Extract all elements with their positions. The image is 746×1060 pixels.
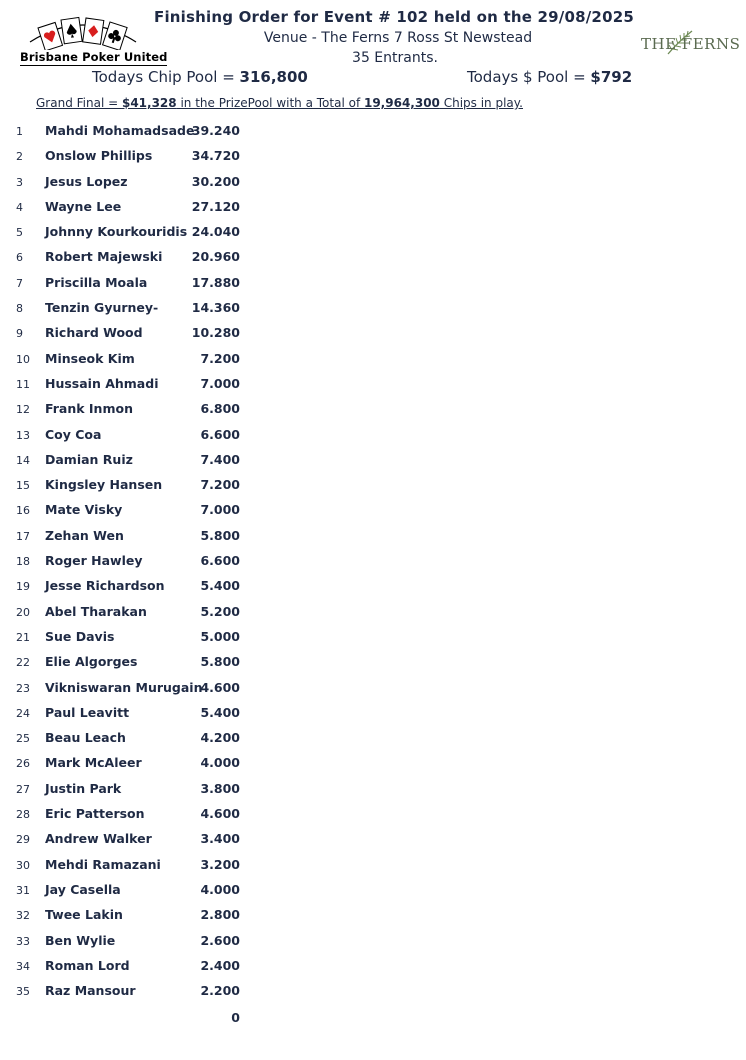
player-chips: 2.600 (200, 932, 240, 948)
dollar-pool (467, 68, 632, 86)
result-position: 16 (16, 504, 30, 518)
result-row (0, 144, 260, 169)
result-row (0, 473, 260, 498)
player-chips: 5.000 (200, 628, 240, 644)
player-name: Sue Davis (45, 628, 115, 644)
result-position: 19 (16, 580, 30, 594)
result-position: 15 (16, 479, 30, 493)
grand-final-chips: 19,964,300 (363, 96, 440, 110)
player-name: Johnny Kourkouridis (45, 224, 188, 240)
result-position: 35 (16, 985, 30, 999)
result-position: 9 (16, 327, 23, 341)
player-name: Mehdi Ramazani (45, 856, 161, 872)
player-chips: 24.040 (191, 224, 240, 240)
player-name: Kingsley Hansen (45, 477, 163, 493)
player-chips: 5.400 (200, 704, 240, 720)
result-row (0, 119, 260, 144)
result-position: 17 (16, 529, 30, 543)
result-row (0, 423, 260, 448)
result-row (0, 676, 260, 701)
player-chips: 7.200 (200, 350, 240, 366)
result-position: 32 (16, 909, 30, 923)
result-row (0, 650, 260, 675)
player-chips: 30.200 (191, 173, 240, 189)
result-row (0, 903, 260, 928)
player-chips: 5.400 (200, 578, 240, 594)
player-chips: 5.200 (200, 603, 240, 619)
result-row (0, 625, 260, 650)
result-position: 5 (16, 226, 23, 240)
player-chips: 6.600 (200, 553, 240, 569)
player-chips: 5.800 (200, 654, 240, 670)
chip-pool-label: Todays Chip Pool = (92, 68, 240, 86)
player-name: Andrew Walker (45, 831, 152, 847)
chip-pool-value: 316,800 (239, 68, 308, 86)
result-row (0, 802, 260, 827)
result-row (0, 220, 260, 245)
player-name: Eric Patterson (45, 806, 145, 822)
player-name: Paul Leavitt (45, 704, 130, 720)
player-chips: 20.960 (191, 249, 240, 265)
result-position: 6 (16, 251, 23, 265)
player-chips: 3.800 (200, 780, 240, 796)
result-row (0, 245, 260, 270)
player-name: Jesus Lopez (45, 173, 128, 189)
entrants-count: 35 Entrants. (352, 50, 438, 66)
player-name: Minseok Kim (45, 350, 135, 366)
player-name: Jesse Richardson (45, 578, 165, 594)
player-name: Abel Tharakan (45, 603, 147, 619)
player-chips: 6.800 (200, 401, 240, 417)
venue-line: Venue - The Ferns 7 Ross St Newstead (263, 30, 533, 46)
player-name: Mahdi Mohamadsade (45, 123, 195, 138)
result-position: 13 (16, 428, 30, 442)
player-name: Richard Wood (45, 325, 143, 341)
result-position: 34 (16, 959, 30, 973)
result-position: 33 (16, 934, 30, 948)
player-name: Frank Inmon (45, 401, 133, 417)
result-position: 29 (16, 833, 30, 847)
page-title: Finishing Order for Event # 102 held on the 29/08/2025 (154, 8, 634, 26)
result-row (0, 574, 260, 599)
result-row (0, 372, 260, 397)
player-chips: 2.200 (200, 983, 240, 999)
result-position: 18 (16, 555, 30, 569)
result-position: 8 (16, 302, 23, 316)
player-name: Twee Lakin (45, 907, 123, 923)
player-name: Mate Visky (45, 502, 123, 518)
player-chips: 39.240 (191, 123, 240, 138)
player-chips: 5.800 (200, 527, 240, 543)
player-name: Justin Park (45, 780, 122, 796)
player-chips: 2.400 (200, 957, 240, 973)
player-name: Robert Majewski (45, 249, 163, 265)
result-row (0, 929, 260, 954)
result-position: 28 (16, 808, 30, 822)
result-row (0, 954, 260, 979)
results-list (0, 119, 260, 1004)
result-row (0, 853, 260, 878)
player-name: Roger Hawley (45, 553, 143, 569)
player-chips: 3.400 (200, 831, 240, 847)
result-row (0, 448, 260, 473)
result-position: 2 (16, 150, 23, 164)
player-chips: 34.720 (191, 148, 240, 164)
player-name: Mark McAleer (45, 755, 142, 771)
result-row (0, 549, 260, 574)
chips-total: 0 (231, 1010, 240, 1025)
chip-pool (92, 68, 308, 86)
result-position: 25 (16, 732, 30, 746)
player-chips: 17.880 (191, 274, 240, 290)
result-row (0, 827, 260, 852)
result-row (0, 726, 260, 751)
player-name: Tenzin Gyurney- (45, 300, 159, 316)
player-name: Damian Ruiz (45, 451, 133, 467)
result-position: 30 (16, 858, 30, 872)
player-name: Onslow Phillips (45, 148, 153, 164)
result-position: 4 (16, 200, 23, 214)
result-position: 11 (16, 377, 30, 391)
result-position: 27 (16, 782, 30, 796)
result-row (0, 701, 260, 726)
player-chips: 6.600 (200, 426, 240, 442)
player-chips: 4.000 (200, 881, 240, 897)
player-name: Beau Leach (45, 730, 126, 746)
player-name: Raz Mansour (45, 983, 136, 999)
grand-final-middle: in the PrizePool with a Total of (176, 96, 364, 110)
player-name: Wayne Lee (45, 198, 122, 214)
result-position: 1 (16, 125, 23, 138)
result-position: 12 (16, 403, 30, 417)
player-chips: 2.800 (200, 907, 240, 923)
player-name: Priscilla Moala (45, 274, 148, 290)
result-position: 14 (16, 453, 30, 467)
result-position: 24 (16, 706, 30, 720)
result-position: 3 (16, 175, 23, 189)
result-row (0, 524, 260, 549)
ferns-logo-text: THE FERNS (641, 35, 741, 53)
result-row (0, 979, 260, 1004)
player-chips: 4.600 (200, 806, 240, 822)
dollar-pool-label: Todays $ Pool = (467, 68, 591, 86)
result-row (0, 777, 260, 802)
result-position: 21 (16, 630, 30, 644)
result-position: 22 (16, 656, 30, 670)
player-chips: 4.600 (200, 679, 240, 695)
player-chips: 7.000 (200, 502, 240, 518)
result-row (0, 271, 260, 296)
player-chips: 7.200 (200, 477, 240, 493)
result-row (0, 600, 260, 625)
player-chips: 4.000 (200, 755, 240, 771)
result-row (0, 321, 260, 346)
logo-text: Brisbane Poker United (20, 50, 168, 64)
result-row (0, 195, 260, 220)
player-name: Zehan Wen (45, 527, 124, 543)
player-chips: 7.000 (200, 375, 240, 391)
result-position: 26 (16, 757, 30, 771)
grand-final-line (36, 96, 523, 110)
result-position: 31 (16, 883, 30, 897)
player-name: Ben Wylie (45, 932, 116, 948)
player-name: Vikniswaran Murugain (45, 679, 203, 695)
player-chips: 3.200 (200, 856, 240, 872)
player-chips: 4.200 (200, 730, 240, 746)
grand-final-amount: $41,328 (121, 96, 177, 110)
result-row (0, 751, 260, 776)
grand-final-suffix: Chips in play. (439, 96, 523, 110)
player-name: Jay Casella (45, 881, 121, 897)
result-row (0, 170, 260, 195)
result-position: 20 (16, 605, 30, 619)
player-name: Hussain Ahmadi (45, 375, 159, 391)
dollar-pool-value: $792 (590, 68, 633, 86)
player-name: Roman Lord (45, 957, 130, 973)
result-row (0, 397, 260, 422)
player-chips: 10.280 (191, 325, 240, 341)
player-chips: 27.120 (191, 198, 240, 214)
result-row (0, 296, 260, 321)
player-chips: 7.400 (200, 451, 240, 467)
result-row (0, 498, 260, 523)
result-position: 7 (16, 276, 23, 290)
player-chips: 14.360 (191, 300, 240, 316)
the-ferns-logo (640, 28, 740, 58)
result-position: 10 (16, 352, 30, 366)
player-name: Elie Algorges (45, 654, 138, 670)
player-name: Coy Coa (45, 426, 102, 442)
result-row (0, 347, 260, 372)
grand-final-prefix: Grand Final = (36, 96, 122, 110)
result-row (0, 878, 260, 903)
result-position: 23 (16, 681, 30, 695)
